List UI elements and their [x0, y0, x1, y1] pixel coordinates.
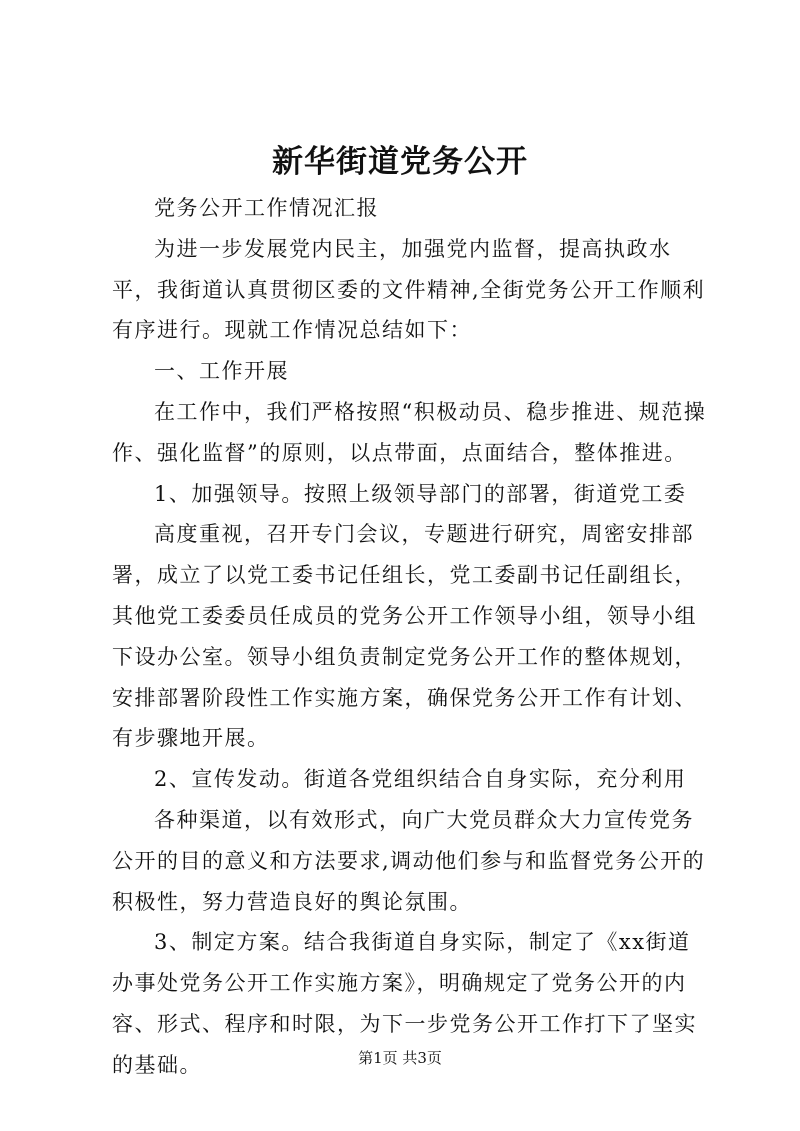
paragraph-leadership: 高度重视，召开专门会议，专题进行研究，周密安排部署，成立了以党工委书记任组长，党工委副书记任副组长，其他党工委委员任成员的党务公开工作领导小组，领导小组下设办公室。领导小组负责制定党务公开工作的整体规划，安排部署阶段性工作实施方案，确保党务公开工作有计划、有步骤地开展。 [112, 522, 697, 751]
paragraph-intro: 为进一步发展党内民主，加强党内监督，提高执政水平，我街道认真贯彻区委的文件精神,全街党务公开工作顺利有序进行。现就工作情况总结如下： [112, 236, 706, 343]
section-heading-work: 一、工作开展 [154, 359, 289, 384]
paragraph-plan: 3、制定方案。结合我街道自身实际，制定了《xx街道办事处党务公开工作实施方案》，明确规定了党务公开的内容、形式、程序和时限，为下一步党务公开工作打下了坚实的基础。 [112, 930, 697, 1077]
item-heading-publicity: 2、宣传发动。街道各党组织结合自身实际，充分利用 [154, 767, 687, 792]
paragraph-subtitle: 党务公开工作情况汇报 [154, 196, 379, 220]
document-title: 新华街道党务公开 [272, 144, 528, 180]
page-number-footer: 第1页 共3页 [358, 1049, 442, 1067]
paragraph-principles: 在工作中，我们严格按照“积极动员、稳步推进、规范操作、强化监督”的原则，以点带面，点面结合，整体推进。 [112, 399, 707, 465]
item-heading-leadership: 1、加强领导。按照上级领导部门的部署，街道党工委 [154, 481, 687, 506]
document-body [112, 188, 712, 1086]
paragraph-publicity: 各种渠道，以有效形式，向广大党员群众大力宣传党务公开的目的意义和方法要求,调动他们参与和监督党务公开的积极性，努力营造良好的舆论氛围。 [112, 807, 706, 914]
